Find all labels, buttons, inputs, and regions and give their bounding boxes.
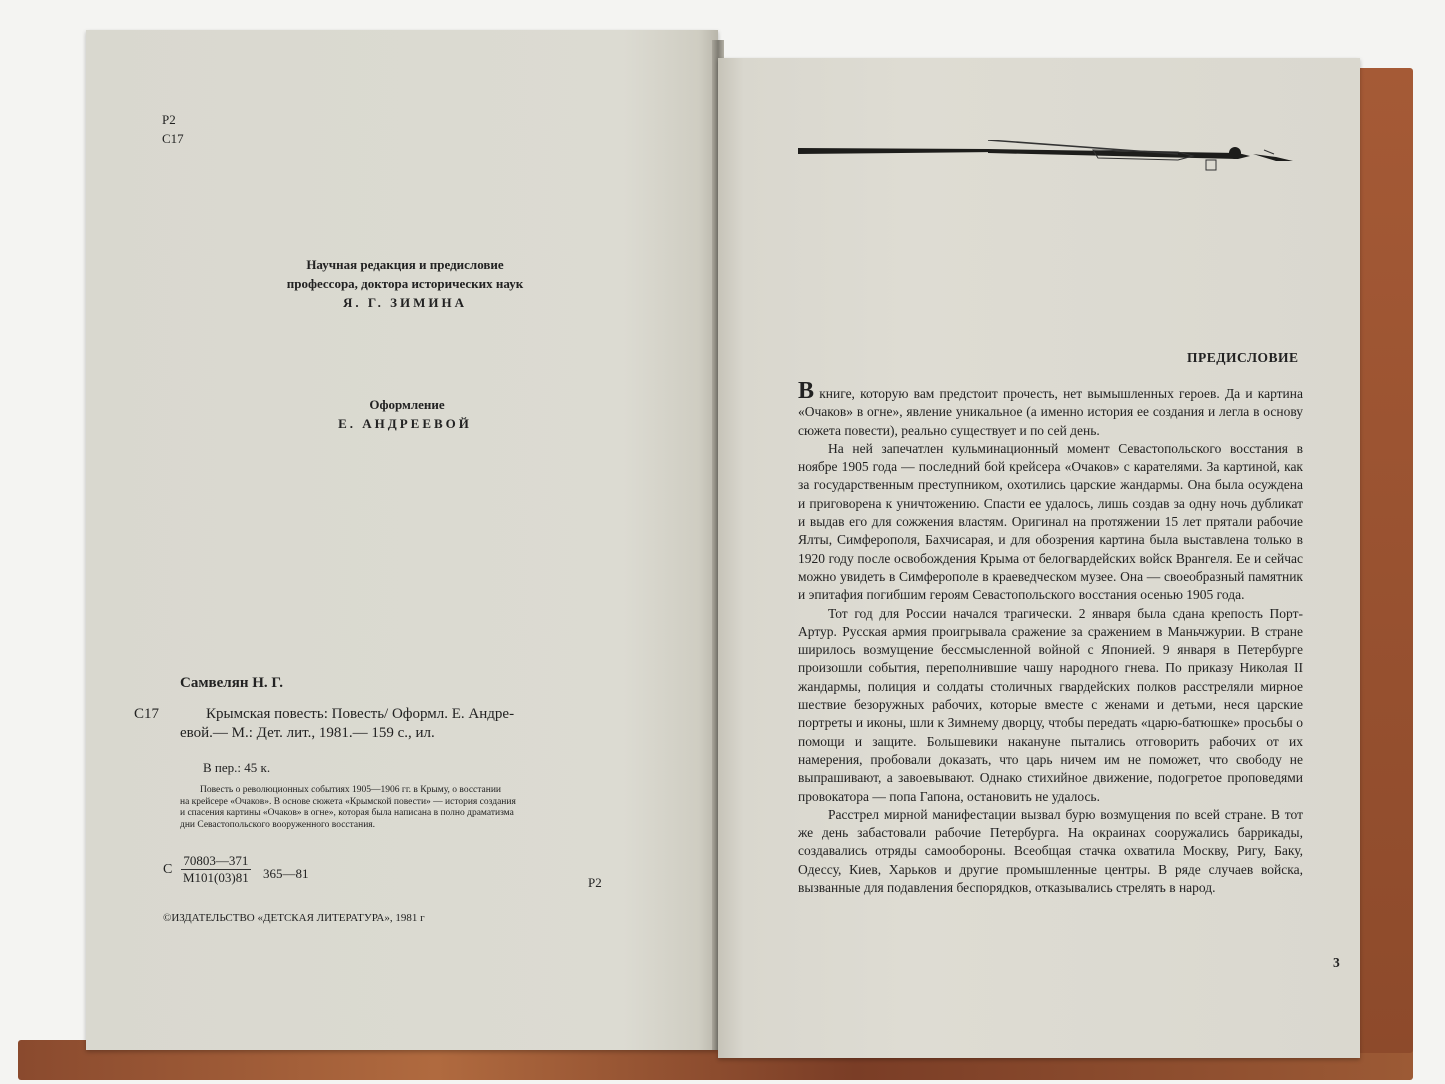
editor-line-1: Научная редакция и предисловие bbox=[306, 257, 504, 272]
editor-line-2: профессора, доктора исторических наук bbox=[286, 276, 524, 291]
class-code-2: С17 bbox=[162, 131, 184, 146]
price: В пер.: 45 к. bbox=[203, 760, 271, 775]
card-title-line-2: евой.— М.: Дет. лит., 1981.— 159 с., ил. bbox=[180, 725, 435, 741]
card-code: С17 bbox=[134, 706, 160, 722]
index-denominator: М101(03)81 bbox=[183, 870, 249, 885]
pen-illustration bbox=[798, 140, 1293, 180]
index-prefix: С bbox=[163, 862, 173, 877]
paragraph-1-text: книге, которую вам предстоит прочесть, нет вымышленных героев. Да и картина «Очаков» в огне», явление уникальное (а именно история ее создания и легла в основу сюжета повести), реально существует и по сей день. bbox=[798, 386, 1303, 438]
paragraph-3: Тот год для России начался трагически. 2 января была сдана крепость Порт-Артур. Русская армия проигрывала сражение за сражением в Маньчжурии. В стране ширилось возмущение бессмысленной войной с Японией. 9 января в Петербурге произошли события, переполнившие чашу народного гнева. По приказу Николая II жандармы, полиция и солдаты столичных гвардейских полков расстреляли мирное шествие безоружных рабочих, которые вместе с женами и детьми, неся царские портреты и иконы, шли к Зимнему дворцу, чтобы передать «царю-батюшке» просьбы о помощи и защите. Большевики накануне пытались отговорить рабочих от их намерения, пробовали доказать, что царь ничем им не поможет, что свободу не выпрашивают, а завоевывают. Однако стихийное движение, подогретое проповедями провокатора — попа Гапона, остановить не удалось. bbox=[798, 605, 1303, 804]
author-heading: Самвелян Н. Г. bbox=[180, 675, 284, 691]
annotation bbox=[180, 785, 516, 831]
index-numerator: 70803—371 bbox=[181, 853, 251, 870]
design-label: Оформление bbox=[369, 397, 445, 412]
paragraph-4: Расстрел мирной манифестации вызвал бурю возмущения по всей стране. В тот же день забастовали рабочие Петербурга. На окраинах сооружались баррикады, создавались отряды самообороны. Всеобщая стачка охватила Москву, Ригу, Баку, Одессу, Киев, Харьков и другие промышленные центры. В ряде случаев войска, вызванные для подавления беспорядков, отказывались стрелять в народ. bbox=[798, 806, 1303, 896]
book-cover-side bbox=[1355, 68, 1413, 1053]
index-fraction bbox=[181, 853, 251, 886]
editor-name: Я. Г. ЗИМИНА bbox=[342, 295, 468, 310]
copyright: ©ИЗДАТЕЛЬСТВО «ДЕТСКАЯ ЛИТЕРАТУРА», 1981 г bbox=[163, 912, 425, 924]
class-code-1: Р2 bbox=[162, 112, 176, 127]
annotation-line-1: Повесть о революционных событиях 1905—1906 гг. в Крыму, о восстании bbox=[200, 785, 501, 795]
card-title-line-1: Крымская повесть: Повесть/ Оформл. Е. Андре- bbox=[206, 706, 515, 722]
paragraph-1 bbox=[798, 378, 1303, 440]
preface-heading: ПРЕДИСЛОВИЕ bbox=[1187, 350, 1299, 365]
index-right: Р2 bbox=[588, 875, 602, 890]
annotation-line-4: дни Севастопольского вооруженного восстания. bbox=[180, 819, 376, 830]
page-number: 3 bbox=[1333, 955, 1340, 970]
paragraph-2: На ней запечатлен кульминационный момент Севастопольского восстания в ноябре 1905 года — последний бой крейсера «Очаков» с карателями. За картиной, как за государственным преступником, охотились царские жандармы. Она была осуждена и приговорена к уничтожению. Спасти ее удалось, лишь создав за одну ночь дубликат и выдав его для сожжения властям. Оригинал на протяжении 15 лет прятали рабочие Ялты, Симферополя, Бахчисарая, и для обозрения картина была выставлена только в 1920 году после освобождения Крыма от белогвардейских войск Врангеля. Ее и сейчас можно увидеть в Симферополе в краеведческом музее. Она — своеобразный памятник и эпитафия погибшим героям Севастопольского восстания осенью 1905 года. bbox=[798, 440, 1303, 603]
left-page bbox=[86, 30, 718, 1050]
preface-body bbox=[798, 378, 1303, 897]
designer-name: Е. АНДРЕЕВОЙ bbox=[338, 416, 472, 431]
annotation-line-3: и спасения картины «Очаков» в огне», которая была написана в полно драматизма bbox=[180, 808, 514, 818]
drop-cap: В bbox=[798, 378, 815, 404]
annotation-line-2: на крейсере «Очаков». В основе сюжета «Крымской повести» — история создания bbox=[180, 796, 516, 807]
index-suffix: 365—81 bbox=[263, 866, 309, 881]
